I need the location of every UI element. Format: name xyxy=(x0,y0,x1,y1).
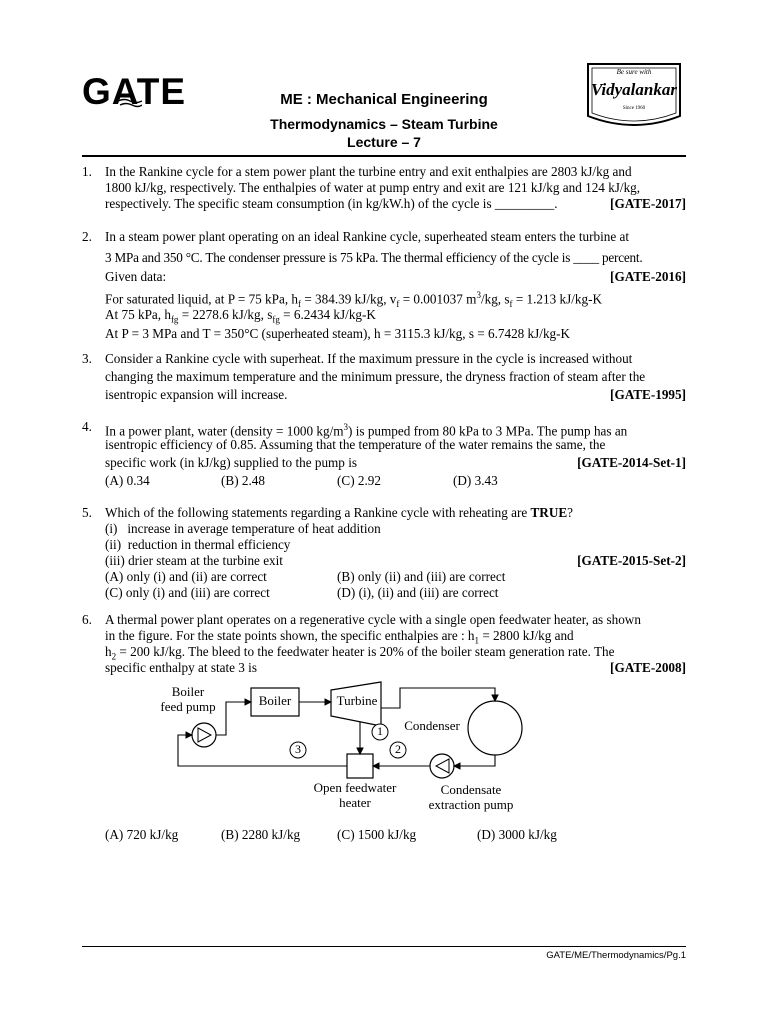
logo-tagline: Be sure with xyxy=(616,68,652,76)
question-text: A thermal power plant operates on a regenerative cycle with a single open feedwater heater, as shown xyxy=(105,612,641,627)
exam-tag: [GATE-2008] xyxy=(610,660,686,675)
question-4 xyxy=(82,418,686,490)
question-text: 1800 kJ/kg, respectively. The enthalpies of water at pump entry and exit are 121 kJ/kg and 124 kJ/kg, xyxy=(105,180,641,195)
option-d[interactable]: (D) (i), (ii) and (iii) are correct xyxy=(337,585,499,600)
header-rule xyxy=(82,155,686,157)
option-a[interactable]: (A) 0.34 xyxy=(105,473,150,488)
logo-since: Since 1960 xyxy=(622,106,646,111)
question-number: 5. xyxy=(82,505,92,520)
state-2-label: 2 xyxy=(395,742,401,756)
heater-box xyxy=(347,754,373,778)
footer-page-label: GATE/ME/Thermodynamics/Pg.1 xyxy=(546,950,686,961)
question-text: Which of the following statements regarding a Rankine cycle with reheating are TRUE? xyxy=(105,505,574,520)
question-1 xyxy=(82,164,686,212)
option-c[interactable]: (C) 2.92 xyxy=(337,473,381,488)
given-line-2: At 75 kPa, $h_{fg} = 2278.6$ kJ/kg, $s_{fg} = 6.2434$ kJ/kg-K xyxy=(105,307,376,325)
question-number: 2. xyxy=(82,229,92,244)
given-line-3: At P = 3 MPa and T = 350°C (superheated steam), h = 3115.3 kJ/kg, s = 6.7428 kJ/kg-K xyxy=(105,326,571,341)
question-text: In a steam power plant operating on an ideal Rankine cycle, superheated steam enters the turbine at xyxy=(105,229,630,244)
boiler-feed-pump-circle xyxy=(192,723,216,747)
question-text: Consider a Rankine cycle with superheat. If the maximum pressure in the cycle is increased without xyxy=(105,351,633,366)
question-text: In a power plant, water (density = 1000 $kg/m^3$) is pumped from 80 kPa to 3 MPa. The pump has an xyxy=(105,422,628,439)
option-a[interactable]: (A) 720 kJ/kg xyxy=(105,827,179,842)
options-row xyxy=(105,569,686,585)
question-2 xyxy=(82,226,686,343)
question-text: isentropic expansion will increase. xyxy=(105,387,288,402)
statement-ii: (ii) reduction in thermal efficiency xyxy=(105,537,291,552)
option-b[interactable]: (B) 2.48 xyxy=(221,473,265,488)
boiler-label: Boiler xyxy=(258,693,292,708)
question-6 xyxy=(82,612,686,676)
option-d[interactable]: (D) 3000 kJ/kg xyxy=(477,827,557,842)
exam-tag: [GATE-2017] xyxy=(610,196,686,211)
boiler-feed-pump-label: Boiler feed pump xyxy=(160,684,216,714)
question-number: 3. xyxy=(82,351,92,366)
option-c[interactable]: (C) only (i) and (iii) are correct xyxy=(105,585,270,600)
question-number: 6. xyxy=(82,612,92,627)
gate-logo-text: GATE xyxy=(82,71,187,112)
exam-tag: [GATE-1995] xyxy=(610,387,686,402)
question-text: respectively. The specific steam consumption (in kg/kW.h) of the cycle is _________. xyxy=(105,196,558,211)
question-text: specific work (in kJ/kg) supplied to the pump is xyxy=(105,455,357,470)
condenser-circle xyxy=(468,701,522,755)
statement-i: (i) increase in average temperature of heat addition xyxy=(105,521,381,536)
condensate-pump-circle xyxy=(430,754,454,778)
question-6-options xyxy=(105,827,605,843)
question-text: isentropic efficiency of 0.85. Assuming that the temperature of the water remains the same, the xyxy=(105,437,606,452)
given-data-label: Given data: xyxy=(105,269,167,284)
question-text: in the figure. For the state points shown, the specific enthalpies are : $h_1 = 2800$ kJ/kg and xyxy=(105,628,574,646)
exam-tag: [GATE-2014-Set-1] xyxy=(577,455,686,470)
option-c[interactable]: (C) 1500 kJ/kg xyxy=(337,827,417,842)
option-b[interactable]: (B) only (ii) and (iii) are correct xyxy=(337,569,506,584)
condensate-pump-label: Condensate extraction pump xyxy=(428,782,514,812)
question-text: specific enthalpy at state 3 is xyxy=(105,660,257,675)
question-text: In the Rankine cycle for a stem power plant the turbine entry and exit enthalpies are 2803 kJ/kg and xyxy=(105,164,632,179)
logo-name: Vidyalankar xyxy=(591,80,677,99)
vidyalankar-logo xyxy=(582,60,686,132)
course-subtitle: Thermodynamics – Steam Turbine xyxy=(270,116,498,132)
question-number: 1. xyxy=(82,164,92,179)
regenerative-cycle-diagram xyxy=(140,680,560,830)
question-text: 3 MPa and 350 °C. The condenser pressure is 75 kPa. The thermal efficiency of the cycle is ____ percent. xyxy=(105,250,643,265)
option-a[interactable]: (A) only (i) and (ii) are correct xyxy=(105,569,267,584)
options-row xyxy=(105,472,686,490)
heater-label: Open feedwater heater xyxy=(313,780,397,810)
turbine-label: Turbine xyxy=(336,693,378,708)
option-b[interactable]: (B) 2280 kJ/kg xyxy=(221,827,301,842)
given-line-1: For saturated liquid, at P = 75 kPa, $h_f = 384.39$ kJ/kg, $v_f = 0.001037$ $m^3/kg$, $s_f = 1.213$ kJ/kg-K xyxy=(105,290,603,310)
statement-iii: (iii) drier steam at the turbine exit xyxy=(105,553,283,568)
question-number: 4. xyxy=(82,419,92,434)
footer-rule xyxy=(82,946,686,947)
condenser-label: Condenser xyxy=(404,718,460,733)
lecture-label: Lecture – 7 xyxy=(347,134,421,150)
state-1-label: 1 xyxy=(377,724,383,738)
question-text: $h_2 = 200$ kJ/kg. The bleed to the feedwater heater is 20% of the boiler steam generation rate. The xyxy=(105,644,615,662)
option-d[interactable]: (D) 3.43 xyxy=(453,473,498,488)
question-3 xyxy=(82,350,686,404)
course-title: ME : Mechanical Engineering xyxy=(280,91,488,108)
question-5 xyxy=(82,505,686,601)
question-text: changing the maximum temperature and the minimum pressure, the dryness fraction of steam after the xyxy=(105,369,646,384)
exam-tag: [GATE-2016] xyxy=(610,269,686,284)
options-row xyxy=(105,585,686,601)
exam-tag: [GATE-2015-Set-2] xyxy=(577,553,686,568)
state-3-label: 3 xyxy=(295,742,301,756)
